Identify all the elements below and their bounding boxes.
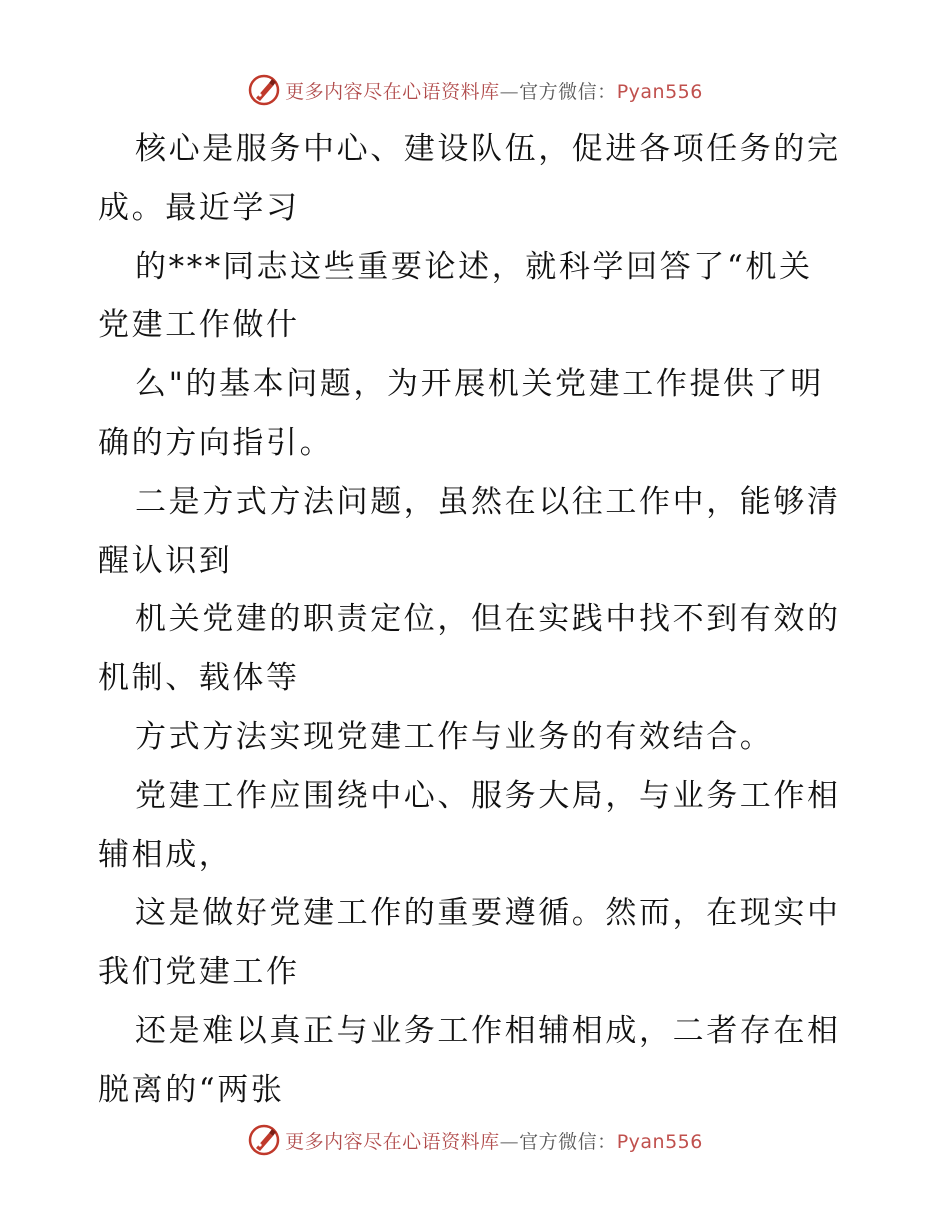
text-line: 么"的基本问题，为开展机关党建工作提供了明 <box>135 366 824 403</box>
text-line: 机制、载体等 <box>98 660 300 697</box>
banner-text <box>285 77 703 104</box>
banner-wechat-id: Pyan556 <box>616 1130 703 1153</box>
text-line: 成。最近学习 <box>98 189 300 226</box>
text-line: 确的方向指引。 <box>98 424 334 461</box>
text-line: 还是难以真正与业务工作相辅相成，二者存在相 <box>135 1012 841 1049</box>
banner-main-text: 更多内容尽在心语资料库 <box>285 1130 500 1153</box>
text-line: 我们党建工作 <box>98 954 300 991</box>
text-line: 辅相成， <box>98 836 233 873</box>
document-body <box>98 120 858 1120</box>
text-line: 醒认识到 <box>98 542 233 579</box>
text-line: 党建工作做什 <box>98 307 300 344</box>
text-line: 核心是服务中心、建设队伍，促进各项任务的完 <box>135 131 841 167</box>
header-banner <box>0 70 950 110</box>
banner-wechat-label: 官方微信： <box>519 1130 617 1153</box>
footer-banner <box>0 1120 950 1160</box>
text-line: 方式方法实现党建工作与业务的有效结合。 <box>135 718 774 755</box>
text-line: 党建工作应围绕中心、服务大局，与业务工作相 <box>135 777 841 814</box>
text-line: 脱离的“两张 <box>98 1071 285 1108</box>
text-line: 机关党建的职责定位，但在实践中找不到有效的 <box>135 601 841 638</box>
text-line: 二是方式方法问题，虽然在以往工作中，能够清 <box>135 483 841 520</box>
banner-wechat-label: 官方微信： <box>519 80 617 103</box>
banner-separator: — <box>499 1130 520 1153</box>
logo-icon <box>247 1123 281 1157</box>
banner-wechat-id: Pyan556 <box>616 80 703 103</box>
banner-main-text: 更多内容尽在心语资料库 <box>285 80 500 103</box>
text-line: 的***同志这些重要论述，就科学回答了“机关 <box>135 248 813 285</box>
logo-icon <box>247 73 281 107</box>
banner-separator: — <box>499 80 520 103</box>
text-line: 这是做好党建工作的重要遵循。然而，在现实中 <box>135 895 841 932</box>
banner-text <box>285 1127 703 1154</box>
